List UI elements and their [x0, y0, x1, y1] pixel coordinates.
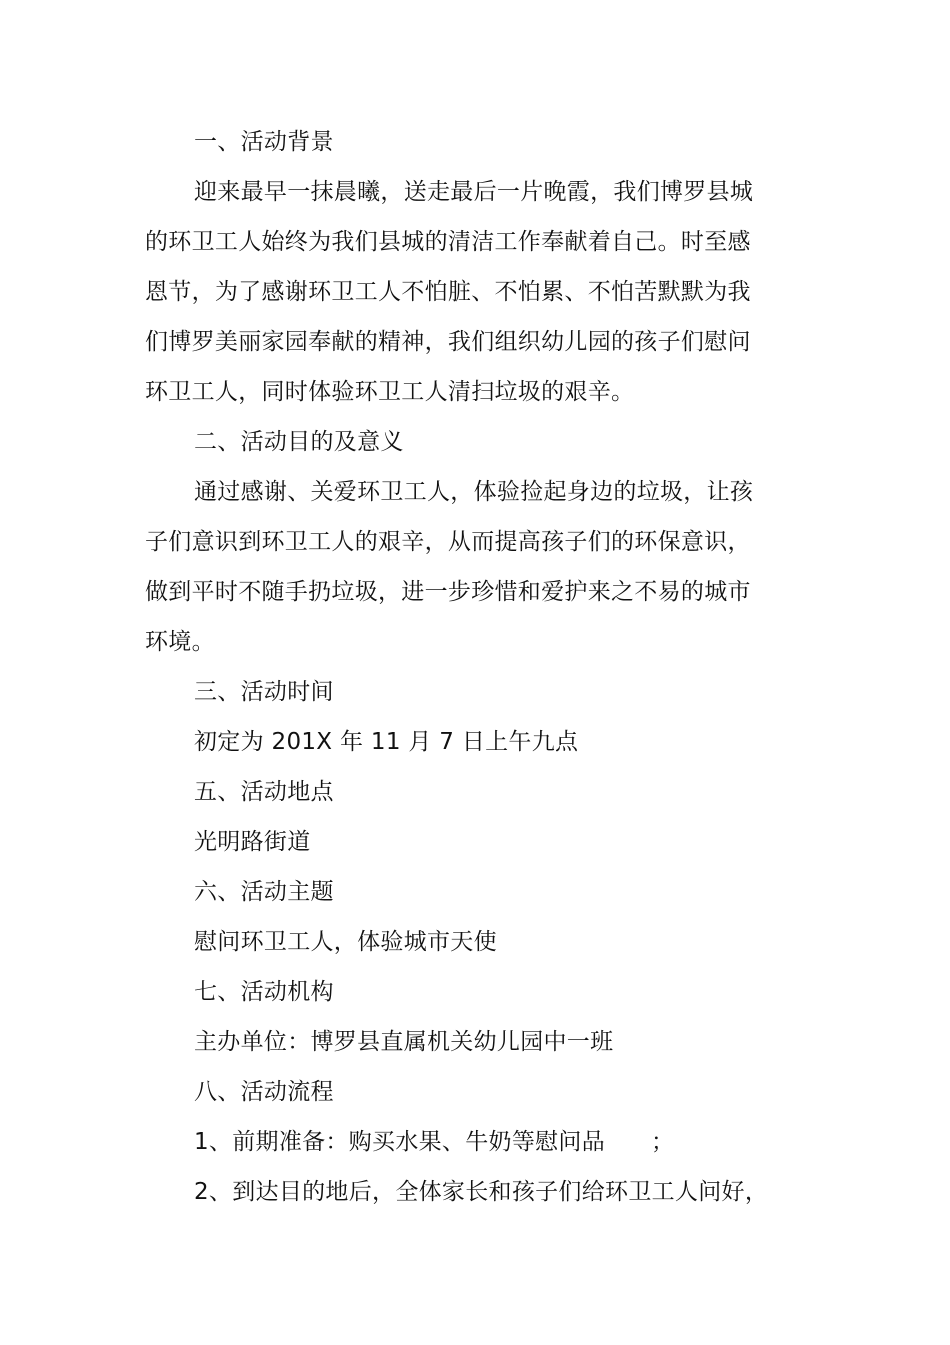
activity-theme-text: 慰问环卫工人，体验城市天使: [194, 929, 497, 955]
heading-theme: 六、活动主题: [194, 879, 334, 905]
heading-purpose: 二、活动目的及意义: [194, 429, 404, 455]
process-step-1-semicolon: ；: [651, 1129, 675, 1155]
paragraph-line: 子们意识到环卫工人的艰辛，从而提高孩子们的环保意识，: [145, 529, 751, 555]
heading-location: 五、活动地点: [194, 779, 334, 805]
heading-time: 三、活动时间: [194, 679, 334, 705]
heading-organization: 七、活动机构: [194, 979, 334, 1005]
process-step-2: 2、到达目的地后，全体家长和孩子们给环卫工人问好，: [194, 1179, 769, 1205]
heading-background: 一、活动背景: [194, 129, 334, 155]
paragraph-line: 恩节，为了感谢环卫工人不怕脏、不怕累、不怕苦默默为我: [145, 279, 751, 305]
organizer-text: 主办单位：博罗县直属机关幼儿园中一班: [194, 1029, 614, 1055]
paragraph-line: 做到平时不随手扔垃圾，进一步珍惜和爱护来之不易的城市: [145, 579, 751, 605]
paragraph-line: 通过感谢、关爱环卫工人，体验捡起身边的垃圾，让孩: [194, 479, 754, 505]
paragraph-line: 的环卫工人始终为我们县城的清洁工作奉献着自己。时至感: [145, 229, 751, 255]
paragraph-line: 迎来最早一抹晨曦，送走最后一片晚霞，我们博罗县城: [194, 179, 754, 205]
paragraph-line: 环卫工人，同时体验环卫工人清扫垃圾的艰辛。: [145, 379, 635, 405]
activity-location-text: 光明路街道: [194, 829, 311, 855]
paragraph-line: 环境。: [145, 629, 215, 655]
paragraph-line: 们博罗美丽家园奉献的精神，我们组织幼儿园的孩子们慰问: [145, 329, 751, 355]
activity-time-text: 初定为 201X 年 11 月 7 日上午九点: [194, 729, 579, 755]
process-step-1: [194, 1127, 804, 1157]
heading-process: 八、活动流程: [194, 1079, 334, 1105]
process-step-1-text: 1、前期准备：购买水果、牛奶等慰问品: [194, 1129, 606, 1155]
